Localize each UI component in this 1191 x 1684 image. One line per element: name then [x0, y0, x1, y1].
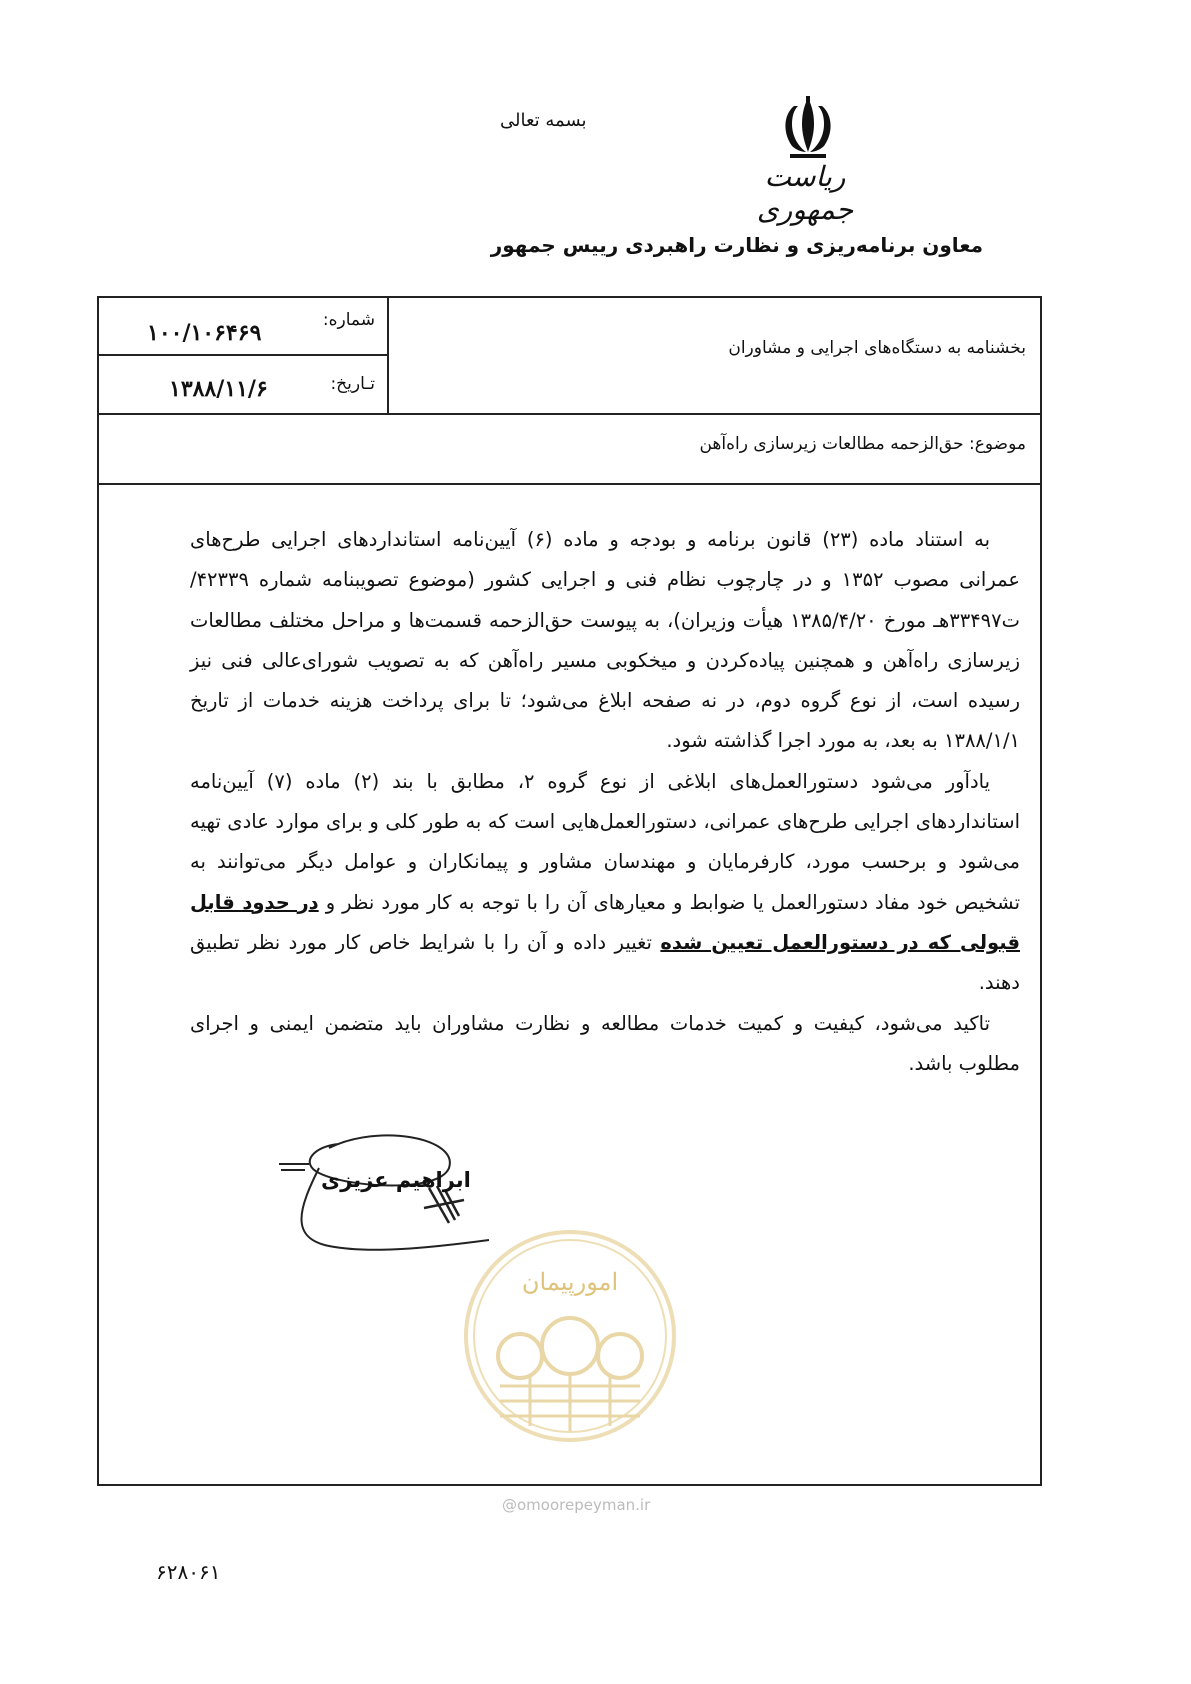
subject-line: موضوع: حق‌الزحمه مطالعات زیرسازی راه‌آهن — [699, 434, 1026, 454]
row-divider — [99, 413, 1040, 415]
organization-seal-stamp — [460, 1226, 680, 1446]
signatory-name: ابراهیم عزیزی — [321, 1168, 471, 1192]
meta-divider — [99, 354, 389, 356]
bismillah-heading: بسمه تعالی — [500, 110, 587, 131]
emphasized-phrase: در حدود قابل قبولی که در دستورالعمل تعیین شده — [190, 890, 1020, 954]
body-paragraph: تاکید می‌شود، کیفیت و کمیت خدمات مطالعه و نظارت مشاوران باید متضمن ایمنی و اجرای مطلوب باشد. — [190, 1011, 1020, 1075]
body-paragraph — [190, 762, 1020, 1004]
row-divider — [99, 483, 1040, 485]
presidency-logo-text: ریاست جمهوری — [756, 160, 854, 226]
department-title: معاون برنامه‌ریزی و نظارت راهبردی رییس جمهور — [490, 233, 983, 257]
footer-code: ۶۲۸۰۶۱ — [156, 1560, 221, 1584]
recipient-line: بخشنامه به دستگاه‌های اجرایی و مشاوران — [728, 338, 1026, 358]
date-value: ۱۳۸۸/۱۱/۶ — [169, 376, 268, 402]
date-label: تـاریخ: — [330, 374, 375, 394]
letter-body — [190, 520, 1020, 1084]
meta-box — [99, 298, 389, 413]
website-watermark: @omoorepeyman.ir — [502, 1496, 651, 1514]
stamp-text: امورپیمان — [521, 1268, 619, 1296]
body-paragraph: به استناد ماده (۲۳) قانون برنامه و بودجه و ماده (۶) آیین‌نامه استانداردهای اجرایی طرح‌های عمرانی مصوب ۱۳۵۲ و در چارچوب نظام فنی و اجرایی کشور (موضوع تصویبنامه شماره ۴۲۳۳۹/ت۳۳۴۹۷هـ مورخ ۱۳۸۵/۴/۲۰ هیأت وزیران)، به پیوست حق‌الزحمه قسمت‌ها و مراحل مختلف مطالعات زیرسازی راه‌آهن و همچنین پیاده‌کردن و میخکوبی مسیر راه‌آهن که به تصویب شورای‌عالی فنی نیز رسیده است، از نوع گروه دوم، در نه صفحه ابلاغ می‌شود؛ تا برای پرداخت هزینه خدمات از تاریخ ۱۳۸۸/۱/۱ به بعد، به مورد اجرا گذاشته شود. — [190, 528, 1021, 753]
body-text-segment: تغییر داده و آن را با شرایط خاص کار مورد نظر تطبیق دهند. — [190, 930, 1020, 995]
iran-emblem-icon — [776, 92, 840, 162]
body-text-segment: یادآور می‌شود دستورالعمل‌های ابلاغی از نوع گروه ۲، مطابق با بند (۲) ماده (۷) آیین‌نامه استانداردهای اجرایی طرح‌های عمرانی، دستورالعمل‌هایی است که به طور کلی و برای موارد عادی تهیه می‌شود و برحسب مورد، کارفرمایان و مهندسان مشاور و پیمانکاران و عوامل دیگر می‌توانند به تشخیص خود مفاد دستورالعمل یا ضوابط و معیارهای آن را با توجه به کار مورد نظر و — [190, 769, 1021, 914]
number-label: شماره: — [322, 310, 375, 330]
number-value: ۱۰۰/۱۰۶۴۶۹ — [147, 320, 262, 346]
